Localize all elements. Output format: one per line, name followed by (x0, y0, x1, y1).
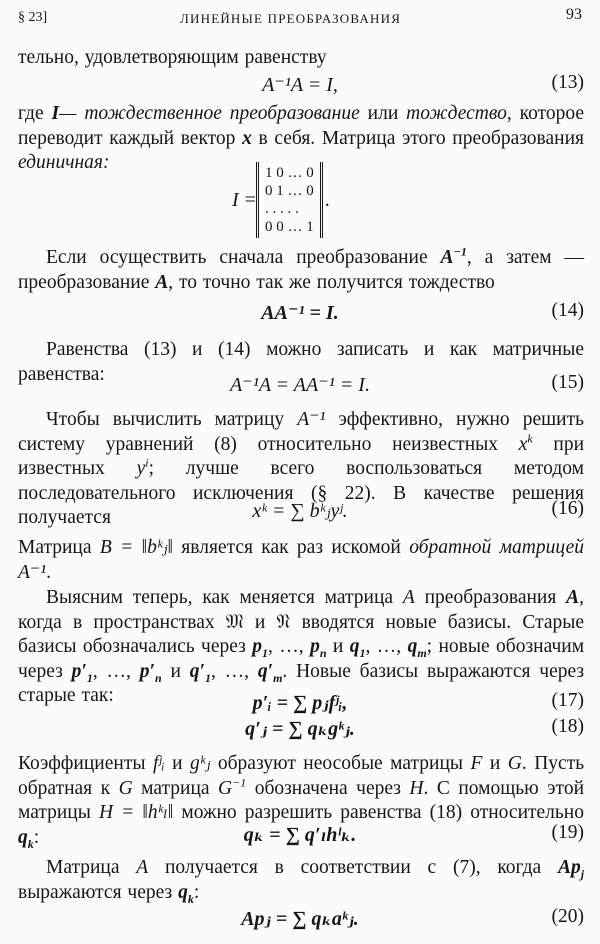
identity-matrix: I = 1 0 … 0 0 1 … 0 . . . . . 0 0 … 1 . (232, 162, 330, 238)
running-header (0, 6, 600, 30)
paragraph-inverse-matrix: Матрица B = ‖bᵏⱼ‖ является как раз искомой обратной матрицей A⁻¹. (18, 537, 585, 583)
matrix-row: . . . . . (264, 201, 299, 217)
paragraph-matrix-A: Матрица A получается в соответствии с (7), когда $Ap_j$ выражаются через $q_k$: (18, 857, 585, 906)
matrix-row: 0 0 … 1 (264, 219, 314, 235)
equation-15: A⁻¹A = AA⁻¹ = I. (15) (230, 372, 584, 396)
equation-19: qₖ = ∑ q′ₗhˡₖ. (19) (243, 822, 584, 846)
paragraph-continuation: тельно, удовлетворяющим равенству (18, 47, 327, 68)
section-ref: § 23] (18, 10, 48, 25)
equation-17: p′ᵢ = ∑ pⱼfʲᵢ, (17) (252, 690, 584, 714)
matrix-body (256, 162, 323, 238)
paragraph-compute: Чтобы вычислить матрицу A⁻¹ эффективно, нужно решить систему уравнений (8) относительно неизвестных $x^k$ при известных $y^i$; лучше всего воспользоваться методом последовательного исключения (§ 22). В качестве решения получается (18, 409, 585, 529)
paragraph-basis-change: Выясним теперь, как меняется матрица A преобразования A, когда в пространствах 𝔐 и 𝔑 вводятся новые базисы. Старые базисы обозначались через $p_1$, …, $p_n$ и $q_1$, …, $q_m$; новые обозначим через $p'_1$, …, $p'_n$ и $q'_1$, …, $q'_m$. Новые базисы выражаются через старые так: (18, 587, 585, 707)
matrix-row: 1 0 … 0 (264, 165, 314, 181)
page-number: 93 (566, 6, 582, 23)
equation-14: AA⁻¹ = I. (14) (261, 300, 584, 324)
equation-20: Apⱼ = ∑ qₖaᵏⱼ. (20) (241, 906, 584, 930)
equation-16: xᵏ = ∑ bᵏⱼyʲ. (16) (252, 498, 584, 522)
matrix-row: 0 1 … 0 (264, 183, 314, 199)
paragraph-inverse: Если осуществить сначала преобразование $A^{-1}$, а затем — преобразование A, то точно так же получится тождество (18, 244, 584, 293)
equation-18: q′ⱼ = ∑ qₖgᵏⱼ. (18) (245, 716, 584, 740)
paragraph-identity: где I— тождественное преобразование или тождество, которое переводит каждый вектор x в себя. Матрица этого преобразования единичная: (18, 103, 585, 174)
chapter-title: ЛИНЕЙНЫЕ ПРЕОБРАЗОВАНИЯ (180, 11, 402, 26)
paragraph-matrix-equalities: Равенства (13) и (14) можно записать и как матричные равенства: (18, 339, 584, 385)
equation-13: A⁻¹A = I, (13) (262, 72, 584, 96)
paragraph-coefficients: Коэффициенты fʲᵢ и gᵏⱼ образуют неособые матрицы F и G. Пусть обратная к G матрица $G^{-1}$ обозначена через H. С помощью этой матрицы H = ‖hᵏₗ‖ можно разрешить равенства (18) относительно $q_k$: (18, 753, 585, 851)
